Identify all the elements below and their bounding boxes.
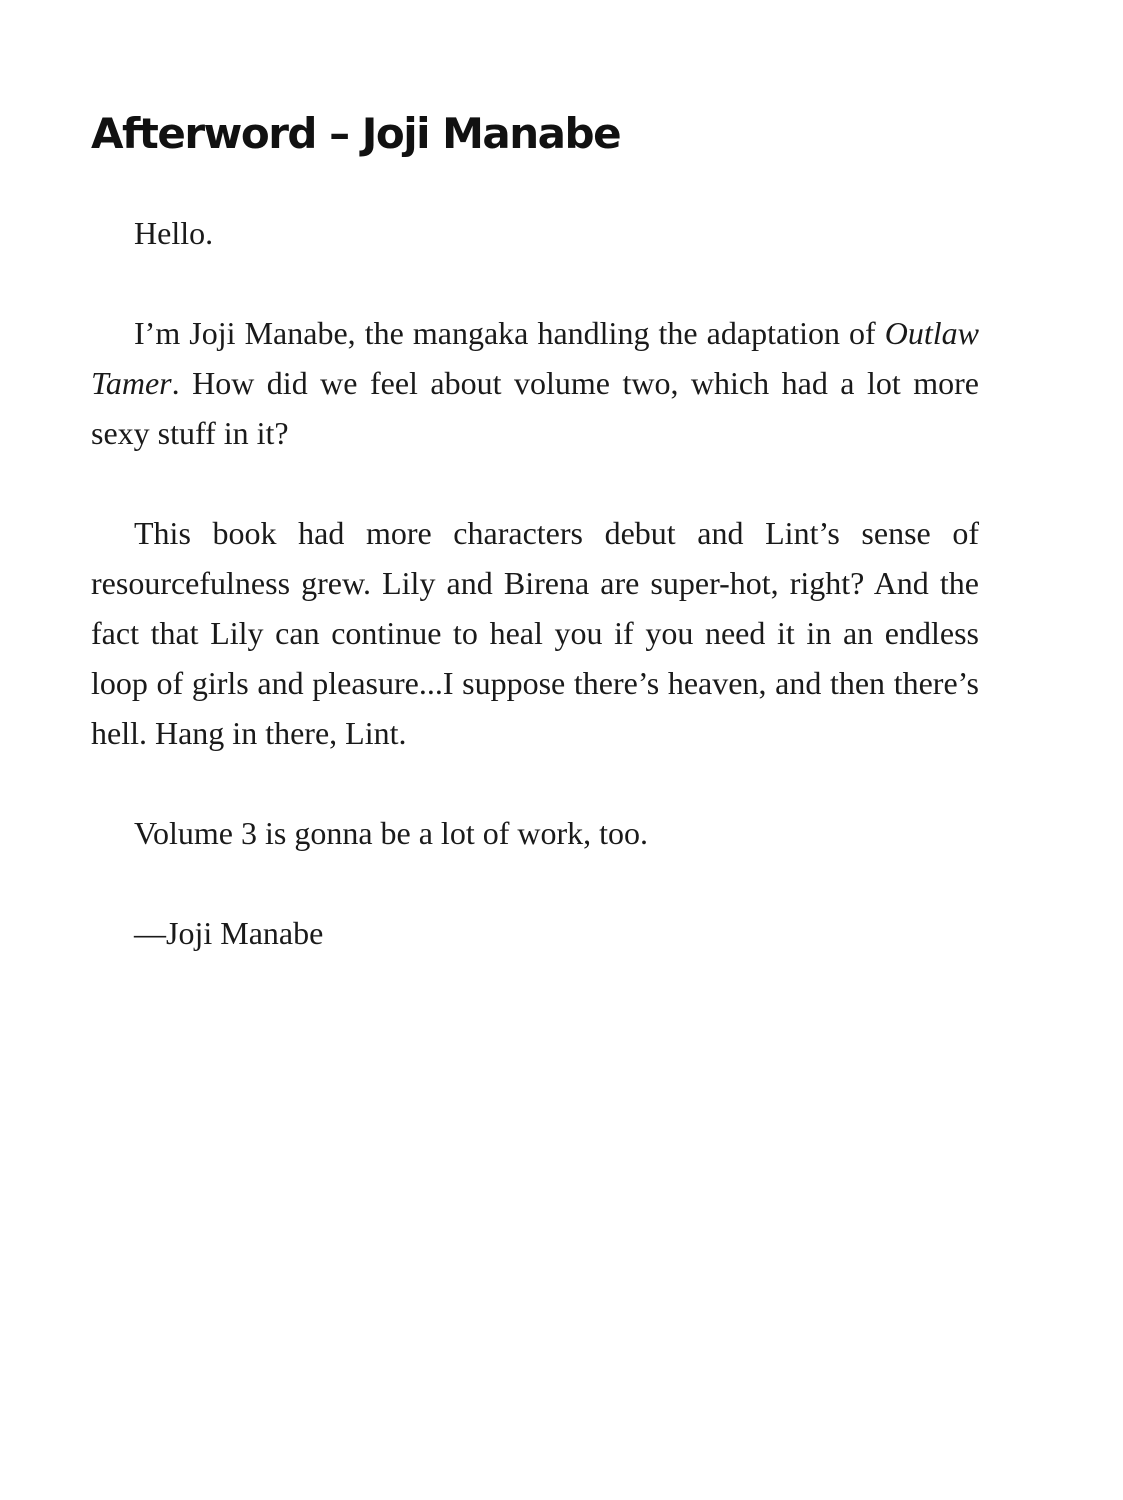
intro-paragraph (91, 308, 979, 458)
book-title: Outlaw Tamer (91, 315, 979, 401)
page-title: Afterword – Joji Manabe (91, 109, 621, 158)
signature: —Joji Manabe (134, 915, 324, 951)
greeting-paragraph: Hello. (134, 215, 214, 251)
intro-text-end: . How did we feel about volume two, which had a lot more sexy stuff in it? (91, 365, 979, 451)
closing-paragraph: Volume 3 is gonna be a lot of work, too. (134, 815, 649, 851)
body-paragraph: This book had more characters debut and Lint’s sense of resourcefulness grew. Lily and Birena are super-hot, right? And the fact that Lily can continue to heal you if you need it in an endless loop of girls and pleasure...I suppose there’s heaven, and then there’s hell. Hang in there, Lint. (91, 515, 979, 751)
afterword-page (91, 108, 979, 1008)
intro-text-start: I’m Joji Manabe, the mangaka handling the adaptation of (134, 315, 885, 351)
